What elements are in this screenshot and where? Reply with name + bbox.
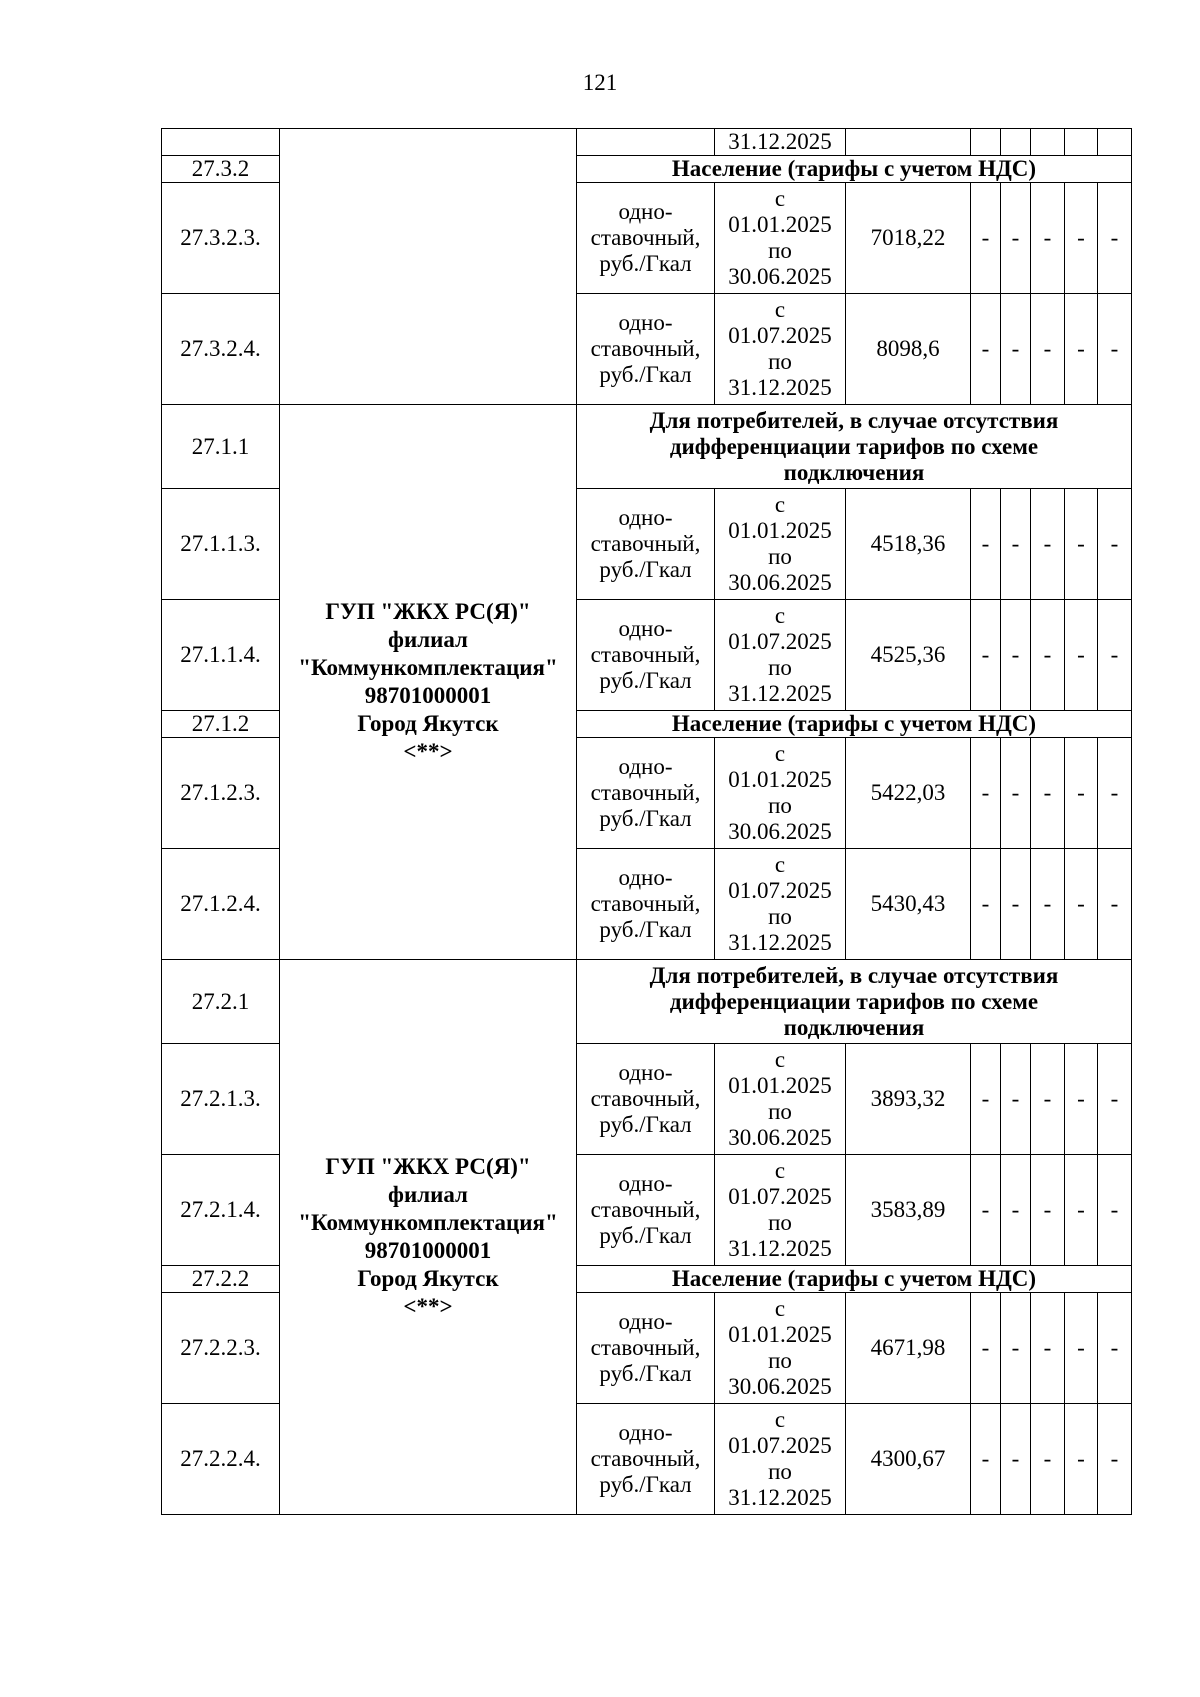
period-line: по <box>768 793 792 818</box>
period-line: 31.12.2025 <box>728 1236 832 1261</box>
tariff-type-line: одно- <box>618 754 673 779</box>
group-header-cell <box>577 405 1132 489</box>
dash-cell: - <box>1031 600 1065 711</box>
row-code-cell: 27.3.2.4. <box>162 294 280 405</box>
row-code-cell: 27.2.1.3. <box>162 1044 280 1155</box>
period-line: 01.01.2025 <box>728 1322 832 1347</box>
group-header-line: подключения <box>783 459 925 485</box>
period-cell <box>715 294 846 405</box>
period-line: по <box>768 544 792 569</box>
organization-line: "Коммункомплектация" <box>298 655 558 680</box>
dash-cell: - <box>1098 183 1132 294</box>
dash-cell: - <box>1001 849 1031 960</box>
organization-line: филиал <box>388 1182 468 1207</box>
row-code-cell: 27.2.2.3. <box>162 1293 280 1404</box>
organization-line: 98701000001 <box>364 683 492 708</box>
tariff-type-line: одно- <box>618 865 673 890</box>
period-line: 01.01.2025 <box>728 767 832 792</box>
period-cell <box>715 183 846 294</box>
tariff-type-cell <box>577 738 715 849</box>
period-cell <box>715 600 846 711</box>
tariff-type-line: ставочный, <box>590 1335 701 1360</box>
organization-line: <**> <box>403 739 453 764</box>
group-code-cell: 27.1.1 <box>162 405 280 489</box>
dash-cell: - <box>971 183 1001 294</box>
period-cell: 31.12.2025 <box>715 129 846 156</box>
dash-cell: - <box>1031 294 1065 405</box>
dash-cell: - <box>1098 849 1132 960</box>
period-line: 30.06.2025 <box>728 570 832 595</box>
dash-cell: - <box>1098 489 1132 600</box>
dash-cell: - <box>1001 738 1031 849</box>
period-line: с <box>774 297 786 322</box>
tariff-table <box>161 128 1132 1515</box>
dash-cell: - <box>1031 1293 1065 1404</box>
group-header-cell: Население (тарифы с учетом НДС) <box>577 1266 1132 1293</box>
period-line: 30.06.2025 <box>728 819 832 844</box>
row-code-cell: 27.1.1.4. <box>162 600 280 711</box>
period-cell <box>715 1044 846 1155</box>
period-cell <box>715 1293 846 1404</box>
tariff-type-line: ставочный, <box>590 1446 701 1471</box>
row-code-cell: 27.2.1.4. <box>162 1155 280 1266</box>
period-line: по <box>768 1348 792 1373</box>
tariff-value-cell: 5430,43 <box>846 849 971 960</box>
period-line: по <box>768 1210 792 1235</box>
tariff-type-line: ставочный, <box>590 225 701 250</box>
dash-cell: - <box>1031 183 1065 294</box>
tariff-value-cell: 8098,6 <box>846 294 971 405</box>
group-header-line: дифференциации тарифов по схеме <box>669 988 1039 1014</box>
period-line: 31.12.2025 <box>728 1485 832 1510</box>
value-cell <box>846 129 971 156</box>
dash-cell: - <box>971 294 1001 405</box>
tariff-type-cell <box>577 1044 715 1155</box>
dash-cell: - <box>971 1044 1001 1155</box>
period-line: по <box>768 1099 792 1124</box>
group-header-cell: Население (тарифы с учетом НДС) <box>577 711 1132 738</box>
dash-cell: - <box>1098 1404 1132 1515</box>
period-line: по <box>768 655 792 680</box>
dash-cell: - <box>1098 1293 1132 1404</box>
tariff-type-line: одно- <box>618 1309 673 1334</box>
tariff-type-line: ставочный, <box>590 891 701 916</box>
dash-cell: - <box>1098 294 1132 405</box>
dash-cell: - <box>1065 1155 1098 1266</box>
group-code-cell: 27.1.2 <box>162 711 280 738</box>
tariff-type-line: руб./Гкал <box>599 1472 692 1497</box>
empty-cell <box>1031 129 1065 156</box>
dash-cell: - <box>1031 849 1065 960</box>
tariff-type-line: руб./Гкал <box>599 251 692 276</box>
group-header-cell: Население (тарифы с учетом НДС) <box>577 156 1132 183</box>
organization-line: "Коммункомплектация" <box>298 1210 558 1235</box>
period-line: 30.06.2025 <box>728 1125 832 1150</box>
period-line: 01.01.2025 <box>728 1073 832 1098</box>
tariff-type-cell <box>577 849 715 960</box>
row-code-cell: 27.1.2.4. <box>162 849 280 960</box>
period-cell <box>715 1404 846 1515</box>
dash-cell: - <box>1001 1044 1031 1155</box>
dash-cell: - <box>971 849 1001 960</box>
tariff-type-line: руб./Гкал <box>599 917 692 942</box>
dash-cell: - <box>1031 489 1065 600</box>
dash-cell: - <box>1065 183 1098 294</box>
tariff-type-line: руб./Гкал <box>599 668 692 693</box>
tariff-type-line: ставочный, <box>590 531 701 556</box>
period-line: с <box>774 741 786 766</box>
period-cell <box>715 849 846 960</box>
row-code-cell: 27.3.2.3. <box>162 183 280 294</box>
period-line: по <box>768 1459 792 1484</box>
tariff-type-cell <box>577 1155 715 1266</box>
group-header-line: Для потребителей, в случае отсутствия <box>649 962 1059 988</box>
dash-cell: - <box>1098 600 1132 711</box>
tariff-type-line: ставочный, <box>590 1086 701 1111</box>
period-line: 01.07.2025 <box>728 1433 832 1458</box>
tariff-type-line: ставочный, <box>590 642 701 667</box>
tariff-value-cell: 4300,67 <box>846 1404 971 1515</box>
period-line: по <box>768 349 792 374</box>
organization-line: ГУП "ЖКХ РС(Я)" <box>325 599 531 624</box>
group-header-row <box>162 960 1132 1044</box>
tariff-type-cell <box>577 600 715 711</box>
period-line: 01.07.2025 <box>728 1184 832 1209</box>
tariff-value-cell: 4525,36 <box>846 600 971 711</box>
period-line: с <box>774 186 786 211</box>
period-cell <box>715 738 846 849</box>
dash-cell: - <box>1098 1155 1132 1266</box>
tariff-type-line: руб./Гкал <box>599 1223 692 1248</box>
period-line: 01.07.2025 <box>728 629 832 654</box>
tariff-type-cell <box>577 1293 715 1404</box>
dash-cell: - <box>1065 849 1098 960</box>
tariff-type-line: ставочный, <box>590 780 701 805</box>
dash-cell: - <box>971 1155 1001 1266</box>
organization-line: ГУП "ЖКХ РС(Я)" <box>325 1154 531 1179</box>
period-line: 31.12.2025 <box>728 375 832 400</box>
dash-cell: - <box>971 1404 1001 1515</box>
group-header-cell <box>577 960 1132 1044</box>
tariff-type-cell <box>577 489 715 600</box>
period-line: с <box>774 1407 786 1432</box>
dash-cell: - <box>1098 738 1132 849</box>
group-code-cell: 27.2.2 <box>162 1266 280 1293</box>
tariff-type-cell <box>577 129 715 156</box>
period-line: с <box>774 1158 786 1183</box>
dash-cell: - <box>1001 489 1031 600</box>
tariff-type-line: руб./Гкал <box>599 1361 692 1386</box>
tariff-type-line: одно- <box>618 1171 673 1196</box>
period-line: по <box>768 238 792 263</box>
period-line: с <box>774 603 786 628</box>
code-cell <box>162 129 280 156</box>
group-header-row <box>162 405 1132 489</box>
period-line: с <box>774 852 786 877</box>
tariff-type-line: руб./Гкал <box>599 806 692 831</box>
dash-cell: - <box>1031 1404 1065 1515</box>
tariff-type-cell <box>577 183 715 294</box>
organization-line: филиал <box>388 627 468 652</box>
dash-cell: - <box>1065 1293 1098 1404</box>
dash-cell: - <box>971 738 1001 849</box>
tariff-value-cell: 7018,22 <box>846 183 971 294</box>
dash-cell: - <box>971 1293 1001 1404</box>
dash-cell: - <box>1065 489 1098 600</box>
group-header-line: подключения <box>783 1014 925 1040</box>
period-cell <box>715 489 846 600</box>
empty-cell <box>1098 129 1132 156</box>
period-line: 01.01.2025 <box>728 518 832 543</box>
group-header-line: Для потребителей, в случае отсутствия <box>649 407 1059 433</box>
organization-cell <box>280 129 577 405</box>
tariff-type-line: руб./Гкал <box>599 362 692 387</box>
period-line: 30.06.2025 <box>728 264 832 289</box>
dash-cell: - <box>1031 1155 1065 1266</box>
organization-line: Город Якутск <box>357 711 499 736</box>
tariff-type-line: одно- <box>618 310 673 335</box>
dash-cell: - <box>1065 1044 1098 1155</box>
period-line: с <box>774 1296 786 1321</box>
dash-cell: - <box>1001 600 1031 711</box>
tariff-type-line: одно- <box>618 199 673 224</box>
tariff-type-line: одно- <box>618 616 673 641</box>
page-number: 121 <box>582 70 618 95</box>
dash-cell: - <box>1098 1044 1132 1155</box>
dash-cell: - <box>1065 1404 1098 1515</box>
organization-line: <**> <box>403 1294 453 1319</box>
dash-cell: - <box>1001 183 1031 294</box>
dash-cell: - <box>1065 738 1098 849</box>
period-line: 31.12.2025 <box>728 681 832 706</box>
tariff-type-line: одно- <box>618 1420 673 1445</box>
group-header-line: дифференциации тарифов по схеме <box>669 433 1039 459</box>
dash-cell: - <box>1065 600 1098 711</box>
organization-line: Город Якутск <box>357 1266 499 1291</box>
empty-cell <box>1065 129 1098 156</box>
dash-cell: - <box>971 600 1001 711</box>
empty-cell <box>971 129 1001 156</box>
tariff-value-cell: 4518,36 <box>846 489 971 600</box>
row-code-cell: 27.2.2.4. <box>162 1404 280 1515</box>
tariff-value-cell: 5422,03 <box>846 738 971 849</box>
tariff-type-cell <box>577 294 715 405</box>
tariff-type-cell <box>577 1404 715 1515</box>
period-line: 30.06.2025 <box>728 1374 832 1399</box>
tariff-type-line: ставочный, <box>590 336 701 361</box>
tariff-type-line: одно- <box>618 505 673 530</box>
tariff-type-line: ставочный, <box>590 1197 701 1222</box>
continuation-row <box>162 129 1132 156</box>
dash-cell: - <box>1031 738 1065 849</box>
dash-cell: - <box>1001 294 1031 405</box>
group-code-cell: 27.2.1 <box>162 960 280 1044</box>
tariff-value-cell: 4671,98 <box>846 1293 971 1404</box>
dash-cell: - <box>1031 1044 1065 1155</box>
organization-line: 98701000001 <box>364 1238 492 1263</box>
tariff-type-line: одно- <box>618 1060 673 1085</box>
group-code-cell: 27.3.2 <box>162 156 280 183</box>
row-code-cell: 27.1.2.3. <box>162 738 280 849</box>
period-line: с <box>774 492 786 517</box>
row-code-cell: 27.1.1.3. <box>162 489 280 600</box>
organization-cell <box>280 405 577 960</box>
tariff-type-line: руб./Гкал <box>599 557 692 582</box>
tariff-type-line: руб./Гкал <box>599 1112 692 1137</box>
dash-cell: - <box>1001 1293 1031 1404</box>
period-cell <box>715 1155 846 1266</box>
tariff-value-cell: 3583,89 <box>846 1155 971 1266</box>
empty-cell <box>1001 129 1031 156</box>
dash-cell: - <box>1001 1155 1031 1266</box>
period-line: 01.01.2025 <box>728 212 832 237</box>
dash-cell: - <box>1065 294 1098 405</box>
organization-cell <box>280 960 577 1515</box>
period-line: по <box>768 904 792 929</box>
dash-cell: - <box>971 489 1001 600</box>
period-line: 01.07.2025 <box>728 323 832 348</box>
period-line: 31.12.2025 <box>728 930 832 955</box>
tariff-value-cell: 3893,32 <box>846 1044 971 1155</box>
period-line: с <box>774 1047 786 1072</box>
dash-cell: - <box>1001 1404 1031 1515</box>
period-line: 01.07.2025 <box>728 878 832 903</box>
